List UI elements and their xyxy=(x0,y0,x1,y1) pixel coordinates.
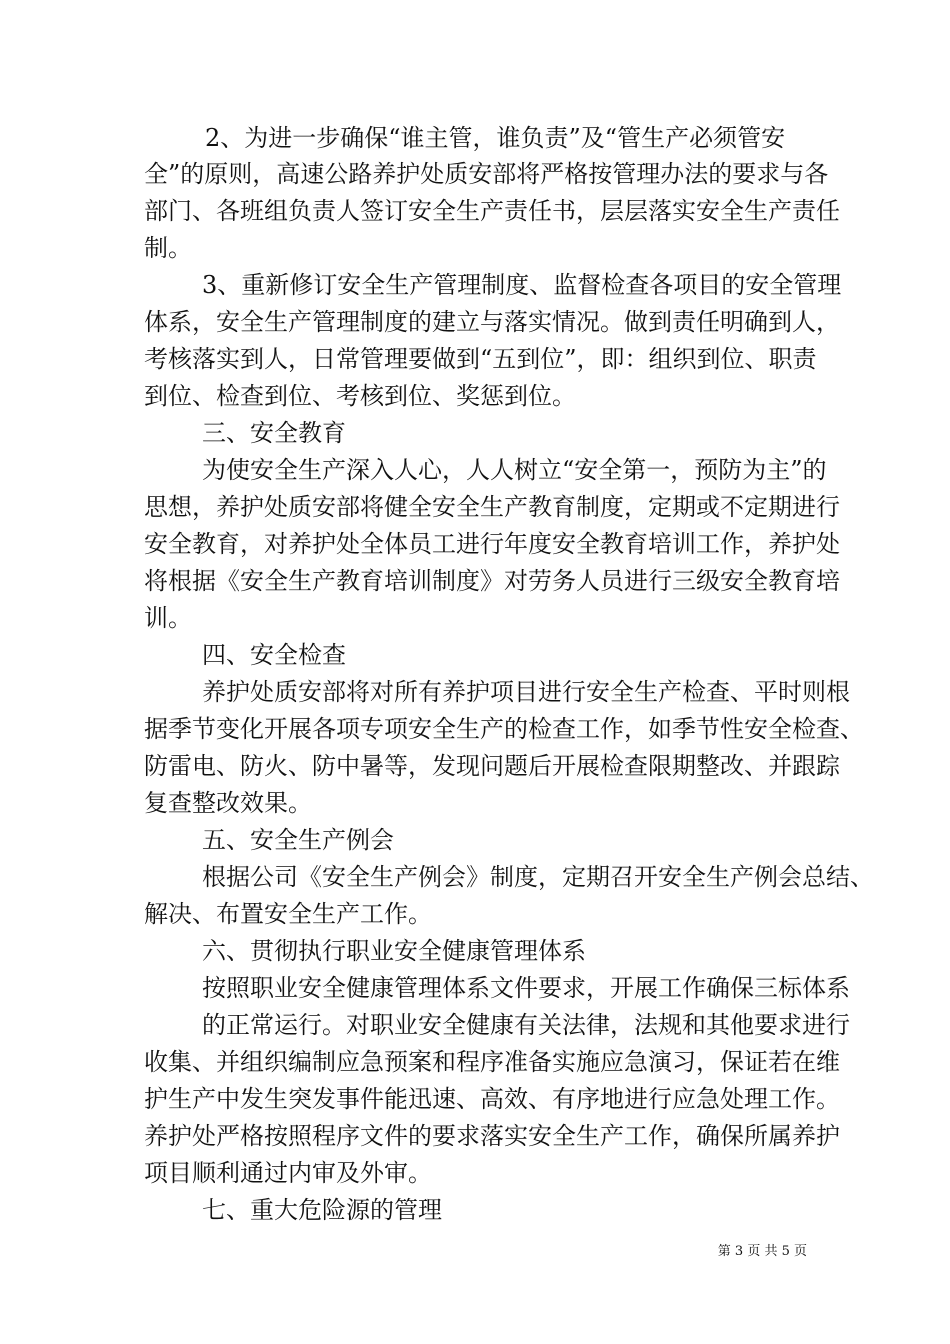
paragraph-line: 的正常运行。对职业安全健康有关法律，法规和其他要求进行 xyxy=(202,1011,850,1039)
paragraph-line: 养护处质安部将对所有养护项目进行安全生产检查、平时则根 xyxy=(202,678,850,706)
page-number: 第 3 页 共 5 页 xyxy=(717,1244,807,1259)
paragraph-line: 按照职业安全健康管理体系文件要求，开展工作确保三标体系 xyxy=(202,974,850,1002)
paragraph-line: 根据公司《安全生产例会》制度，定期召开安全生产例会总结、 xyxy=(202,863,874,891)
paragraph-line: 全”的原则，高速公路养护处质安部将严格按管理办法的要求与各 xyxy=(144,160,829,188)
section-heading: 三、安全教育 xyxy=(202,419,346,447)
paragraph-line: 解决、布置安全生产工作。 xyxy=(144,900,432,928)
paragraph-line: 2、为进一步确保“谁主管，谁负责”及“管生产必须管安 xyxy=(205,124,786,152)
paragraph-line: 训。 xyxy=(144,604,192,632)
paragraph-line: 养护处严格按照程序文件的要求落实安全生产工作，确保所属养护 xyxy=(144,1122,840,1150)
paragraph-line: 考核落实到人，日常管理要做到“五到位”，即：组织到位、职责 xyxy=(144,345,817,373)
section-heading: 六、贯彻执行职业安全健康管理体系 xyxy=(202,937,586,965)
paragraph-line: 思想，养护处质安部将健全安全生产教育制度，定期或不定期进行 xyxy=(144,493,840,521)
paragraph-line: 护生产中发生突发事件能迅速、高效、有序地进行应急处理工作。 xyxy=(144,1085,840,1113)
paragraph-line: 复查整改效果。 xyxy=(144,789,312,817)
paragraph-line: 收集、并组织编制应急预案和程序准备实施应急演习，保证若在维 xyxy=(144,1048,840,1076)
paragraph-line: 部门、各班组负责人签订安全生产责任书，层层落实安全生产责任 xyxy=(144,197,840,225)
paragraph-line: 制。 xyxy=(144,234,192,262)
section-heading: 五、安全生产例会 xyxy=(202,826,394,854)
paragraph-line: 为使安全生产深入人心，人人树立“安全第一，预防为主”的 xyxy=(202,456,827,484)
paragraph-line: 项目顺利通过内审及外审。 xyxy=(144,1159,432,1187)
paragraph-line: 体系，安全生产管理制度的建立与落实情况。做到责任明确到人， xyxy=(144,308,840,336)
section-heading: 七、重大危险源的管理 xyxy=(202,1196,442,1224)
paragraph-line: 安全教育，对养护处全体员工进行年度安全教育培训工作，养护处 xyxy=(144,530,840,558)
paragraph-line: 3、重新修订安全生产管理制度、监督检查各项目的安全管理 xyxy=(202,271,842,299)
paragraph-line: 防雷电、防火、防中暑等，发现问题后开展检查限期整改、并跟踪 xyxy=(144,752,840,780)
paragraph-line: 据季节变化开展各项专项安全生产的检查工作，如季节性安全检查、 xyxy=(144,715,864,743)
section-heading: 四、安全检查 xyxy=(202,641,346,669)
paragraph-line: 将根据《安全生产教育培训制度》对劳务人员进行三级安全教育培 xyxy=(144,567,840,595)
paragraph-line: 到位、检查到位、考核到位、奖惩到位。 xyxy=(144,382,576,410)
